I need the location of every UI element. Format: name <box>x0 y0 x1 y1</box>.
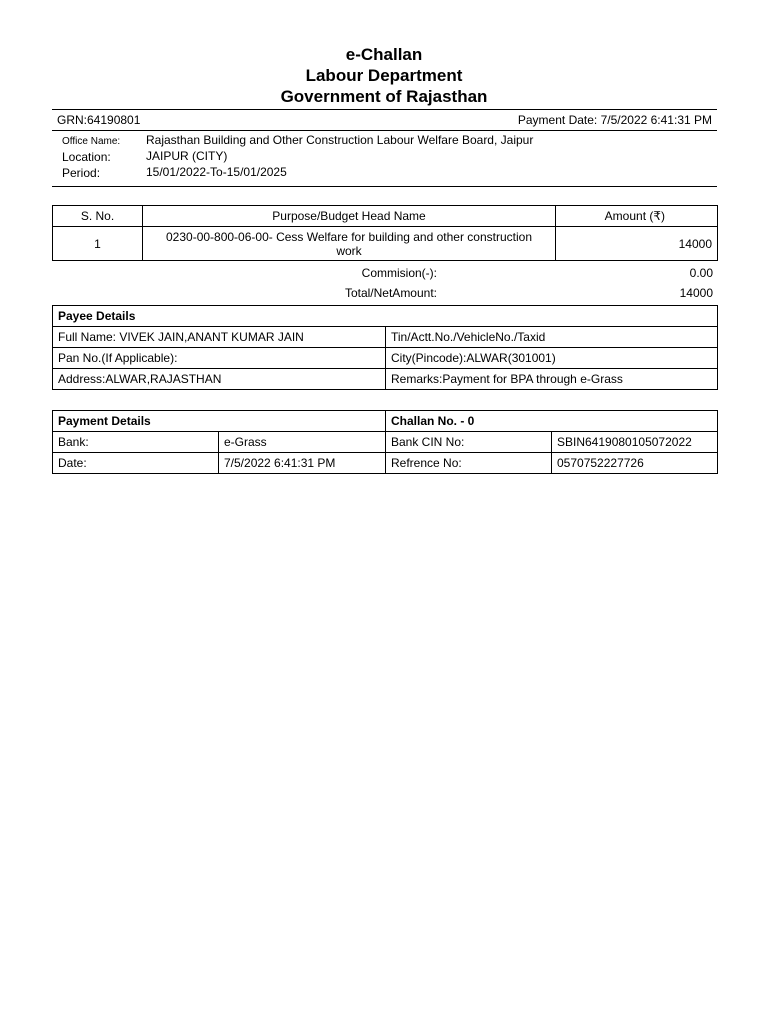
table-row <box>53 306 718 327</box>
period-value: 15/01/2022-To-15/01/2025 <box>146 165 287 179</box>
table-row <box>53 348 718 369</box>
bank-cin-label: Bank CIN No: <box>386 432 552 453</box>
budget-table <box>52 205 718 261</box>
table-row <box>53 327 718 348</box>
government-title: Government of Rajasthan <box>280 87 488 106</box>
payee-full-name: Full Name: VIVEK JAIN,ANANT KUMAR JAIN <box>53 327 386 348</box>
divider-office <box>52 186 717 187</box>
payee-remarks: Remarks:Payment for BPA through e-Grass <box>386 369 718 390</box>
row-purpose-line1: 0230-00-800-06-00- Cess Welfare for building and other construction <box>166 229 532 244</box>
location-label: Location: <box>62 150 111 164</box>
payee-details-table <box>52 305 718 390</box>
table-row <box>53 432 718 453</box>
table-row <box>53 369 718 390</box>
commission-label: Commision(-): <box>361 266 437 280</box>
divider-top <box>52 109 717 110</box>
period-label: Period: <box>62 166 101 180</box>
total-value: 14000 <box>679 286 713 300</box>
bank-label: Bank: <box>53 432 219 453</box>
grn-number: GRN:64190801 <box>57 113 141 127</box>
column-header-purpose: Purpose/Budget Head Name <box>143 206 556 227</box>
table-row <box>53 227 718 261</box>
row-sno: 1 <box>53 227 143 261</box>
location-value: JAIPUR (CITY) <box>146 149 228 163</box>
reference-label: Refrence No: <box>386 453 552 474</box>
reference-value: 0570752227726 <box>552 453 718 474</box>
payee-address: Address:ALWAR,RAJASTHAN <box>53 369 386 390</box>
table-row <box>53 411 718 432</box>
bank-cin-value: SBIN6419080105072022 <box>552 432 718 453</box>
date-label: Date: <box>53 453 219 474</box>
divider-info <box>52 130 717 131</box>
payee-details-heading: Payee Details <box>53 306 718 327</box>
payee-pan: Pan No.(If Applicable): <box>53 348 386 369</box>
row-purpose <box>143 227 556 261</box>
column-header-amount: Amount (₹) <box>556 206 718 227</box>
date-value: 7/5/2022 6:41:31 PM <box>219 453 386 474</box>
office-name-value: Rajasthan Building and Other Construction Labour Welfare Board, Jaipur <box>146 133 534 147</box>
total-label: Total/NetAmount: <box>344 286 437 300</box>
column-header-sno: S. No. <box>53 206 143 227</box>
table-header-row <box>53 206 718 227</box>
payee-tin: Tin/Actt.No./VehicleNo./Taxid <box>386 327 718 348</box>
payment-details-heading: Payment Details <box>53 411 386 432</box>
payment-date: Payment Date: 7/5/2022 6:41:31 PM <box>517 113 712 127</box>
bank-value: e-Grass <box>219 432 386 453</box>
office-name-label: Office Name: <box>62 136 121 147</box>
department-title: Labour Department <box>305 66 463 85</box>
payment-details-table <box>52 410 718 474</box>
row-amount: 14000 <box>556 227 718 261</box>
payee-city: City(Pincode):ALWAR(301001) <box>386 348 718 369</box>
challan-title: e-Challan <box>345 45 423 64</box>
row-purpose-line2: work <box>336 243 362 258</box>
table-row <box>53 453 718 474</box>
commission-value: 0.00 <box>689 266 713 280</box>
challan-number: Challan No. - 0 <box>386 411 718 432</box>
